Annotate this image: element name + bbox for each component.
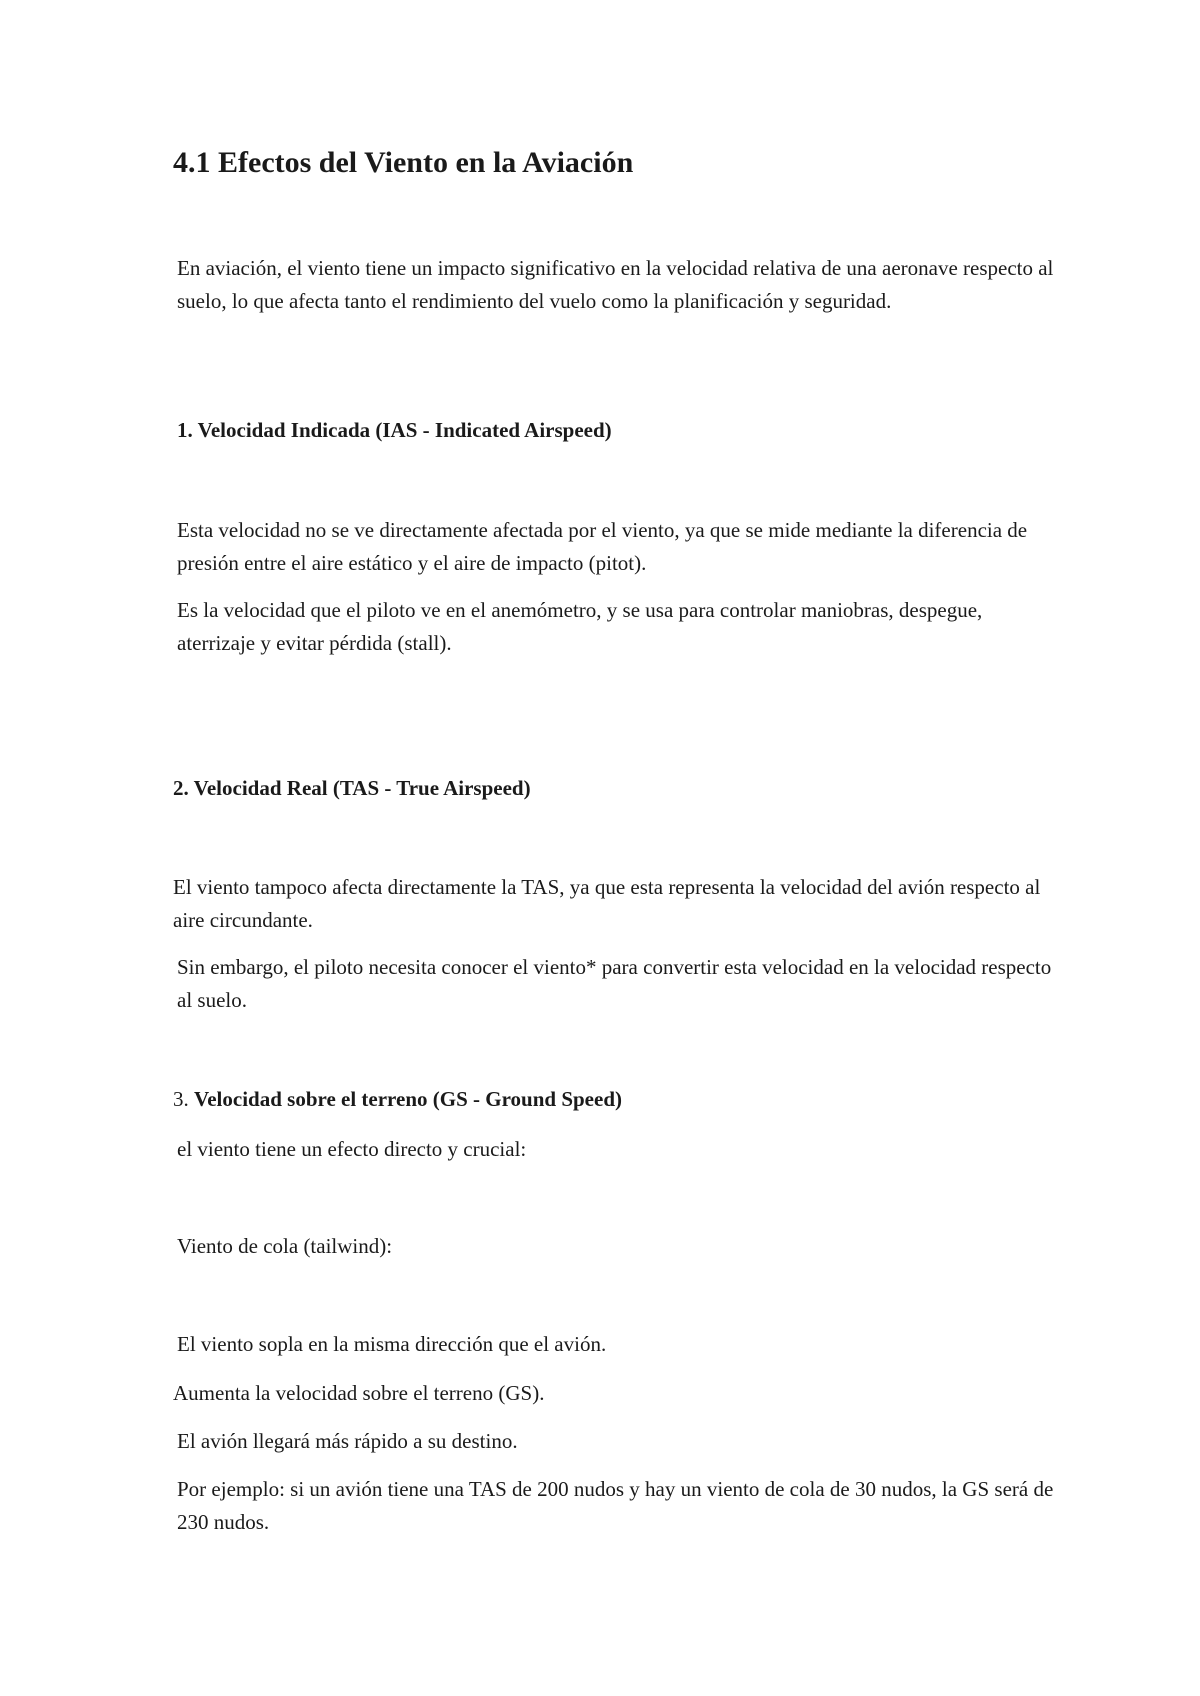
tailwind-label: Viento de cola (tailwind): xyxy=(177,1234,393,1258)
section2-heading: 2. Velocidad Real (TAS - True Airspeed) xyxy=(173,776,531,800)
section2-paragraph-2: Sin embargo, el piloto necesita conocer el viento* para convertir esta velocidad en la velocidad respecto al suelo. xyxy=(177,955,1052,1012)
intro-paragraph: En aviación, el viento tiene un impacto significativo en la velocidad relativa de una aeronave respecto al suelo, lo que afecta tanto el rendimiento del vuelo como la planificación y seguridad. xyxy=(177,256,1054,313)
section1-paragraph-1: Esta velocidad no se ve directamente afectada por el viento, ya que se mide mediante la diferencia de presión entre el aire estático y el aire de impacto (pitot). xyxy=(177,518,1028,575)
tailwind-item-1: El viento sopla en la misma dirección que el avión. xyxy=(177,1332,607,1356)
section3-heading xyxy=(173,1083,1053,1116)
section3-number: 3. xyxy=(173,1087,189,1111)
section3-paragraph-1: el viento tiene un efecto directo y crucial: xyxy=(177,1137,527,1161)
tailwind-item-3: El avión llegará más rápido a su destino. xyxy=(177,1429,518,1453)
section1-heading: 1. Velocidad Indicada (IAS - Indicated Airspeed) xyxy=(177,418,612,442)
section2-paragraph-1: El viento tampoco afecta directamente la TAS, ya que esta representa la velocidad del avión respecto al aire circundante. xyxy=(173,875,1041,932)
section3-heading-text: Velocidad sobre el terreno (GS - Ground Speed) xyxy=(194,1087,622,1111)
page-title: 4.1 Efectos del Viento en la Aviación xyxy=(173,146,634,179)
tailwind-item-2: Aumenta la velocidad sobre el terreno (GS). xyxy=(173,1381,545,1405)
tailwind-example: Por ejemplo: si un avión tiene una TAS de 200 nudos y hay un viento de cola de 30 nudos, la GS será de 230 nudos. xyxy=(177,1477,1054,1534)
section1-paragraph-2: Es la velocidad que el piloto ve en el anemómetro, y se usa para controlar maniobras, despegue, aterrizaje y evitar pérdida (stall). xyxy=(177,598,983,655)
